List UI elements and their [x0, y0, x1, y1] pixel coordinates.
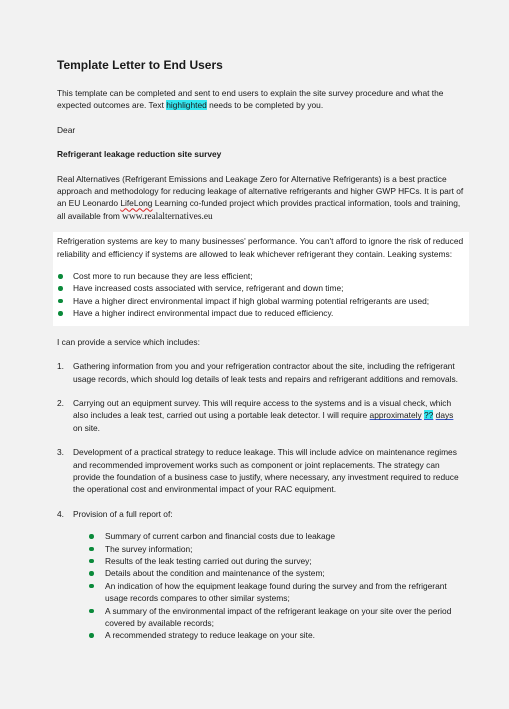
step-4 — [57, 508, 465, 642]
list-item-text: An indication of how the equipment leakage found during the survey and from the refrigerant usage records compares to other similar systems; — [105, 580, 447, 604]
report-bullet-list — [89, 530, 465, 642]
intro-paragraph — [57, 87, 465, 112]
para1-text-b: Learning co-funded project which provides practical information, tools and training, all available from — [57, 198, 461, 221]
bullet-icon — [89, 571, 94, 576]
bullet-icon — [58, 311, 63, 316]
step-text: Gathering information from you and your refrigeration contractor about the site, including the refrigerant usage records, which should log details of leak tests and repairs and refrigerant additions and removals. — [73, 361, 459, 384]
days-placeholder[interactable]: ?? — [424, 410, 434, 421]
step-number: 2. — [57, 397, 64, 408]
intro-text-end: needs to be completed by you. — [206, 100, 324, 111]
bullet-icon — [89, 584, 94, 589]
bullet-icon — [89, 559, 94, 564]
list-item — [57, 307, 465, 319]
step-text: Development of a practical strategy to reduce leakage. This will include advice on maintenance regimes and recommended improvement works such as component or joint replacements. The strategy can provide the foundation of a business case to justify, where necessary, any investment required to reduce the operational cost and environmental impact of your RAC equipment. — [73, 447, 459, 495]
refrigeration-paragraph: Refrigeration systems are key to many businesses' performance. You can't afford to ignore the risk of reduced reliability and efficiency if systems are allowed to leak whichever refrigerant they contain. Leaking systems: — [57, 236, 464, 259]
document-title: Template Letter to End Users — [57, 58, 223, 72]
list-item — [57, 295, 465, 307]
bullet-icon — [58, 274, 63, 279]
list-item-text: Have increased costs associated with service, refrigerant and down time; — [73, 283, 344, 294]
step-2 — [57, 397, 465, 434]
intro-text: This template can be completed and sent to end users to explain the site survey procedure and what the expected outcomes are. Text — [57, 88, 444, 111]
para1-text: Real Alternatives (Refrigerant Emissions and Leakage Zero for Alternative Refrigerants) is a best practice approach and methodology for reducing leakage of alternative refrigerants and higher GWP HFCs. It is part of an EU Leonardo — [57, 173, 464, 209]
list-item-text: The survey information; — [105, 543, 193, 554]
list-item-text: Summary of current carbon and financial costs due to leakage — [105, 531, 335, 542]
list-item-text: A summary of the environmental impact of the refrigerant leakage on your site over the period covered by available records; — [105, 605, 452, 628]
approx-text: approximately — [369, 410, 422, 421]
leaking-systems-block — [53, 232, 469, 325]
bullet-icon — [89, 633, 94, 638]
step-3 — [57, 446, 465, 496]
step-number: 1. — [57, 361, 64, 372]
step-text-end: on site. — [73, 422, 101, 433]
salutation: Dear — [57, 124, 76, 135]
list-item-text: Have a higher indirect environmental impact due to reduced efficiency. — [73, 308, 334, 319]
misspelled-word: LifeLong — [120, 198, 153, 209]
list-item — [57, 270, 465, 282]
subject-heading: Refrigerant leakage reduction site survey — [57, 149, 222, 160]
list-item — [89, 555, 465, 567]
step-number: 3. — [57, 447, 64, 458]
list-item-text: Cost more to run because they are less efficient; — [73, 271, 253, 282]
service-intro: I can provide a service which includes: — [57, 336, 200, 347]
highlighted-word: highlighted — [166, 100, 207, 111]
step-number: 4. — [57, 508, 64, 519]
list-item-text: Have a higher direct environmental impact if high global warming potential refrigerants are used; — [73, 295, 430, 306]
list-item — [89, 629, 465, 641]
bullet-icon — [89, 547, 94, 552]
step-1 — [57, 360, 465, 385]
bullet-icon — [58, 299, 63, 304]
list-item-text: Details about the condition and maintenance of the system; — [105, 568, 325, 579]
website-link[interactable]: www.realalternatives.eu — [122, 211, 213, 222]
list-item-text: Results of the leak testing carried out during the survey; — [105, 555, 312, 566]
list-item — [89, 543, 465, 555]
bullet-icon — [58, 286, 63, 291]
list-item — [89, 567, 465, 579]
list-item — [89, 530, 465, 542]
bullet-icon — [89, 609, 94, 614]
list-item-text: A recommended strategy to reduce leakage on your site. — [105, 630, 315, 641]
step-text: Carrying out an equipment survey. This will require access to the systems and is a visual check, which also includes a leak test, carried out using a portable leak detector. I will require — [73, 397, 452, 421]
leak-bullet-list — [57, 270, 465, 320]
list-item — [57, 282, 465, 294]
step-text: Provision of a full report of: — [73, 508, 173, 519]
bullet-icon — [89, 534, 94, 539]
real-alternatives-paragraph — [57, 173, 465, 224]
service-steps — [57, 360, 465, 642]
days-text: days — [435, 410, 454, 421]
list-item — [89, 580, 465, 605]
list-item — [89, 605, 465, 630]
